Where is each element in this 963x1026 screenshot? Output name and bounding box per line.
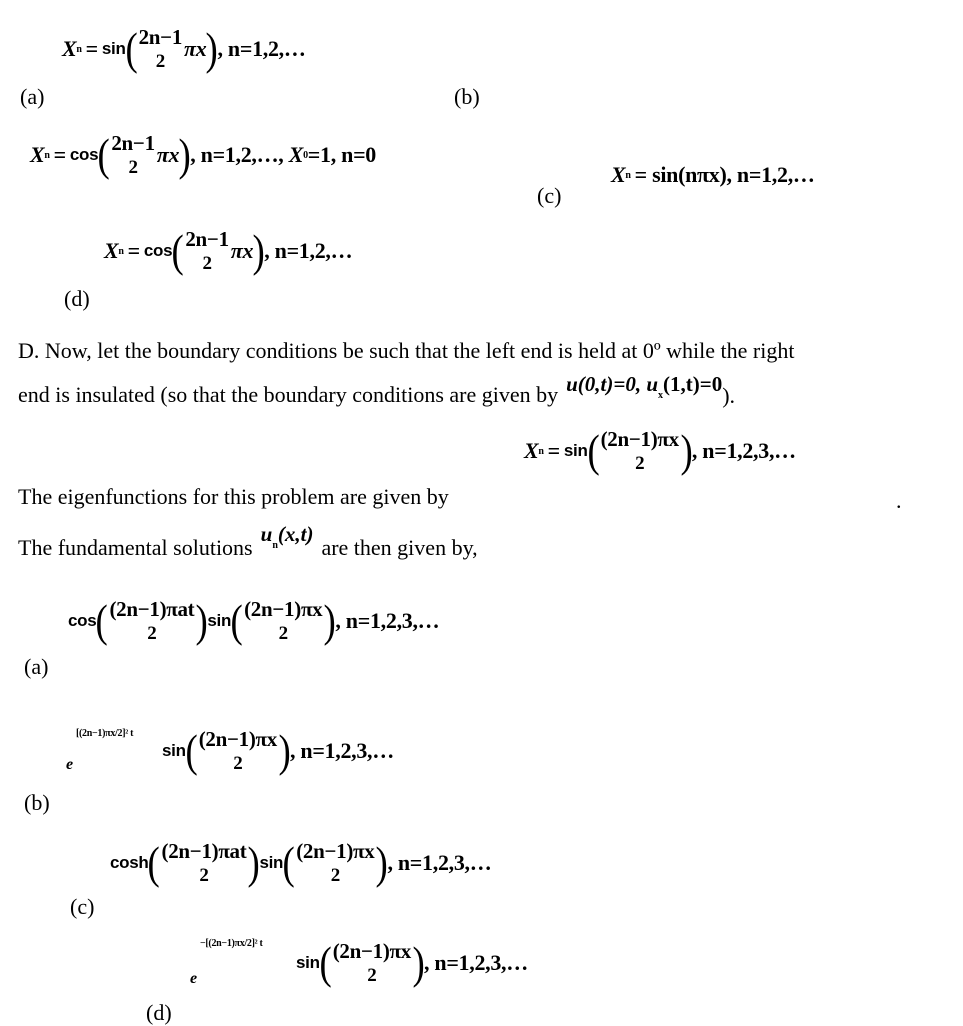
option-d-c-equation: cosh ( (2n−1)πat 2 ) sin ( (2n−1)πx 2 ) , n=1,2,3,… [110, 837, 492, 888]
eq-sub: n [76, 43, 82, 55]
fundamental-solutions-text: The fundamental solutions $u_n(x,t)$ are then given by, [18, 522, 478, 560]
eigenfunction-period: . [896, 488, 902, 513]
eq-var: πx [184, 36, 207, 61]
option-c-b-equation: X n = cos ( 2n−1 2 πx ) , n=1,2,…, X 0 =1, n=0 [30, 129, 377, 180]
option-d-d-label[interactable]: (d) [146, 1000, 172, 1025]
eq-lhs: X [62, 36, 77, 61]
part-d-intro-line2: end is insulated (so that the boundary conditions are given by u(0,t)=0, $u_x(1,t)=0$ ). [18, 372, 736, 408]
eigenfunction-text: The eigenfunctions for this problem are given by [18, 484, 449, 509]
option-c-a-label[interactable]: (a) [20, 84, 45, 109]
option-d-b-equation: e [(2n−1)πx/2]² t sin ( (2n−1)πx 2 ) , n=1,2,3,… [66, 725, 394, 776]
option-d-a-label[interactable]: (a) [24, 654, 49, 679]
option-d-b-label[interactable]: (b) [24, 790, 50, 815]
eigenfunction-equation: X n = sin ( (2n−1)πx 2 ) , n=1,2,3,… [524, 425, 796, 476]
exponential-term: e −[(2n−1)πx/2]² t [190, 938, 263, 987]
option-c-c-equation: X n = sin(nπx), n=1,2,… [611, 162, 815, 187]
option-d-c-label[interactable]: (c) [70, 894, 95, 919]
option-d-d-equation: e −[(2n−1)πx/2]² t sin ( (2n−1)πx 2 ) , n=1,2,3,… [190, 937, 528, 988]
eq-range: n=1,2,… [227, 36, 306, 61]
option-c-a-equation: X n = sin ( 2n−1 2 πx ) , n=1,2,… [62, 23, 306, 74]
option-d-a-equation: cos ( (2n−1)πat 2 ) sin ( (2n−1)πx 2 ) , n=1,2,3,… [68, 595, 440, 646]
option-c-c-label[interactable]: (c) [537, 183, 562, 208]
option-c-d-label[interactable]: (d) [64, 286, 90, 311]
option-c-b-label[interactable]: (b) [454, 84, 480, 109]
part-d-intro-line1: D. Now, let the boundary conditions be such that the left end is held at 0º while the right [18, 338, 795, 363]
option-c-d-equation: X n = cos ( 2n−1 2 πx ) , n=1,2,… [104, 225, 353, 276]
boundary-conditions: u(0,t)=0, $u_x(1,t)=0$ [566, 372, 723, 401]
eq-function: sin [101, 39, 126, 58]
exponential-term: e [(2n−1)πx/2]² t [66, 728, 134, 773]
eq-fraction: 2n−1 2 [138, 25, 183, 73]
